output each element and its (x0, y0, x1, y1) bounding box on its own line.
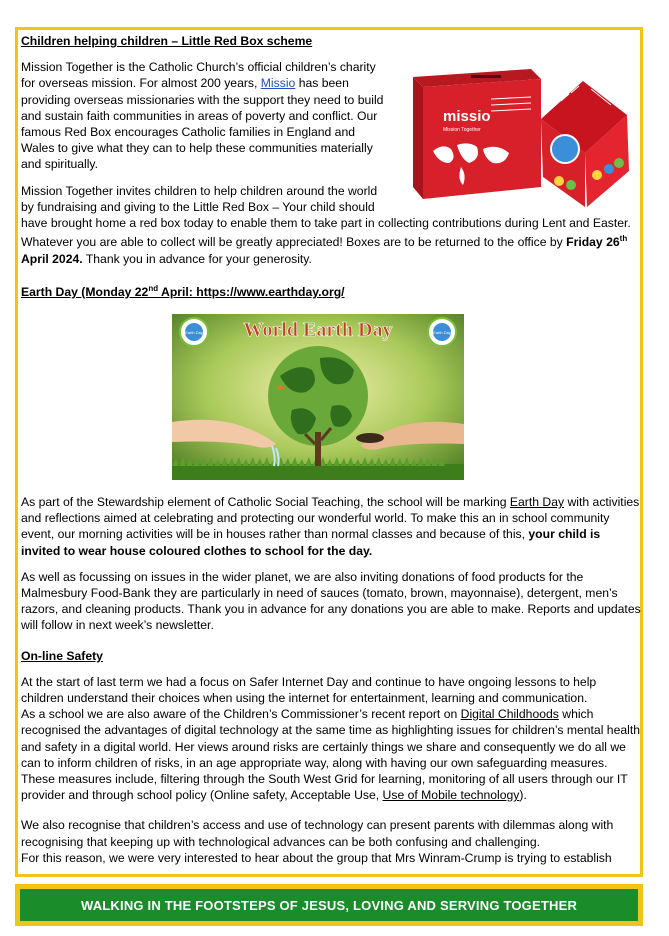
earthday-paragraph-2: As well as focussing on issues in the wider planet, we are also inviting donations of food products for the Malmesbury Food-Bank they are particularly in need of sauces (tomato, brown, mayonnaise), detergent, men’s razors, and cleaning products. Thank you in advance for any donations you are able to make. Reports and updates will follow in next week’s newsletter. (21, 569, 641, 633)
missio-link[interactable]: Missio (260, 76, 296, 91)
earthday-paragraph-1: As part of the Stewardship element of Catholic Social Teaching, the school will be marking Earth Day with activities and reflections aimed at celebrating and protecting our wonderful world. To make this an in school community event, our morning activities will be in houses rather than normal classes and because of this, your child is invited to wear house coloured clothes to school for the day. (21, 494, 640, 558)
earth-day-badge-right: Earth Day (433, 329, 451, 335)
earth-day-image (172, 314, 464, 480)
newsletter-content (21, 33, 641, 866)
earth-day-link[interactable]: Earth Day (509, 494, 565, 509)
mobile-technology-link[interactable]: Use of Mobile technology (382, 788, 520, 803)
digital-childhoods-link[interactable]: Digital Childhoods (460, 707, 559, 722)
online-paragraph-1: At the start of last term we had a focus on Safer Internet Day and continue to have ongoing lessons to help children understand their choices when using the internet for entertainment, learning and communication. (21, 674, 597, 705)
return-date: Friday 26th April 2024. (21, 234, 628, 266)
red-box-image (401, 59, 641, 209)
box-tagline-text: Mission Together (443, 127, 481, 134)
online-paragraph-2: As a school we are also aware of the Children’s Commissioner’s recent report on Digital Childhoods which recognised the advantages of digital technology at the same time as highlighting issues for children’s mental health and safety in a digital world. Her views around risks are certainly things we share and consequently we do all we can to inform children of risks, in an age appropriate way, along with having our own safeguarding measures. These measures include, filtering through the South West Grid for learning, monitoring of all users through our IT provider and through school policy (Online safety, Acceptable Use, Use of Mobile technology). (21, 707, 641, 803)
footer-motto: WALKING IN THE FOOTSTEPS OF JESUS, LOVING AND SERVING TOGETHER (20, 889, 638, 921)
earth-day-image-title: World Earth Day (243, 318, 393, 341)
redbox-heading: Children helping children – Little Red Box scheme (21, 34, 313, 48)
box-logo-text: missio (443, 108, 491, 126)
redbox-paragraph-2: Mission Together invites children to help children around the world by fundraising and giving to the Little Red Box – Your child should have brought home a red box today to enable them to take part in collecting contributions during Lent and Easter. Whatever you are able to collect will be greatly appreciated! Boxes are to be returned to the office by Friday 26th April 2024. Thank you in advance for your generosity. (21, 183, 631, 266)
online-safety-heading: On-line Safety (21, 648, 103, 663)
footer-banner (15, 884, 643, 926)
earthday-heading: Earth Day (Monday 22nd April: https://www.earthday.org/ (21, 283, 345, 299)
online-paragraph-4: For this reason, we were very interested to hear about the group that Mrs Winram-Crump is trying to establish (21, 850, 612, 865)
earth-day-badge-left: Earth Day (185, 329, 203, 335)
online-paragraph-3: We also recognise that children’s access and use of technology can present parents with dilemmas along with recognising that keeping up with technological advances can be both confusing and challenging. (21, 818, 614, 849)
redbox-paragraph-1: Mission Together is the Catholic Church’s official children’s charity for overseas mission. For almost 200 years, Missio has been providing overseas missionaries with the support they need to build and sustain faith communities in areas of poverty and conflict. Our famous Red Box encourages Catholic families in England and Wales to give what they can to help these communities materially and spiritually. (21, 60, 384, 172)
